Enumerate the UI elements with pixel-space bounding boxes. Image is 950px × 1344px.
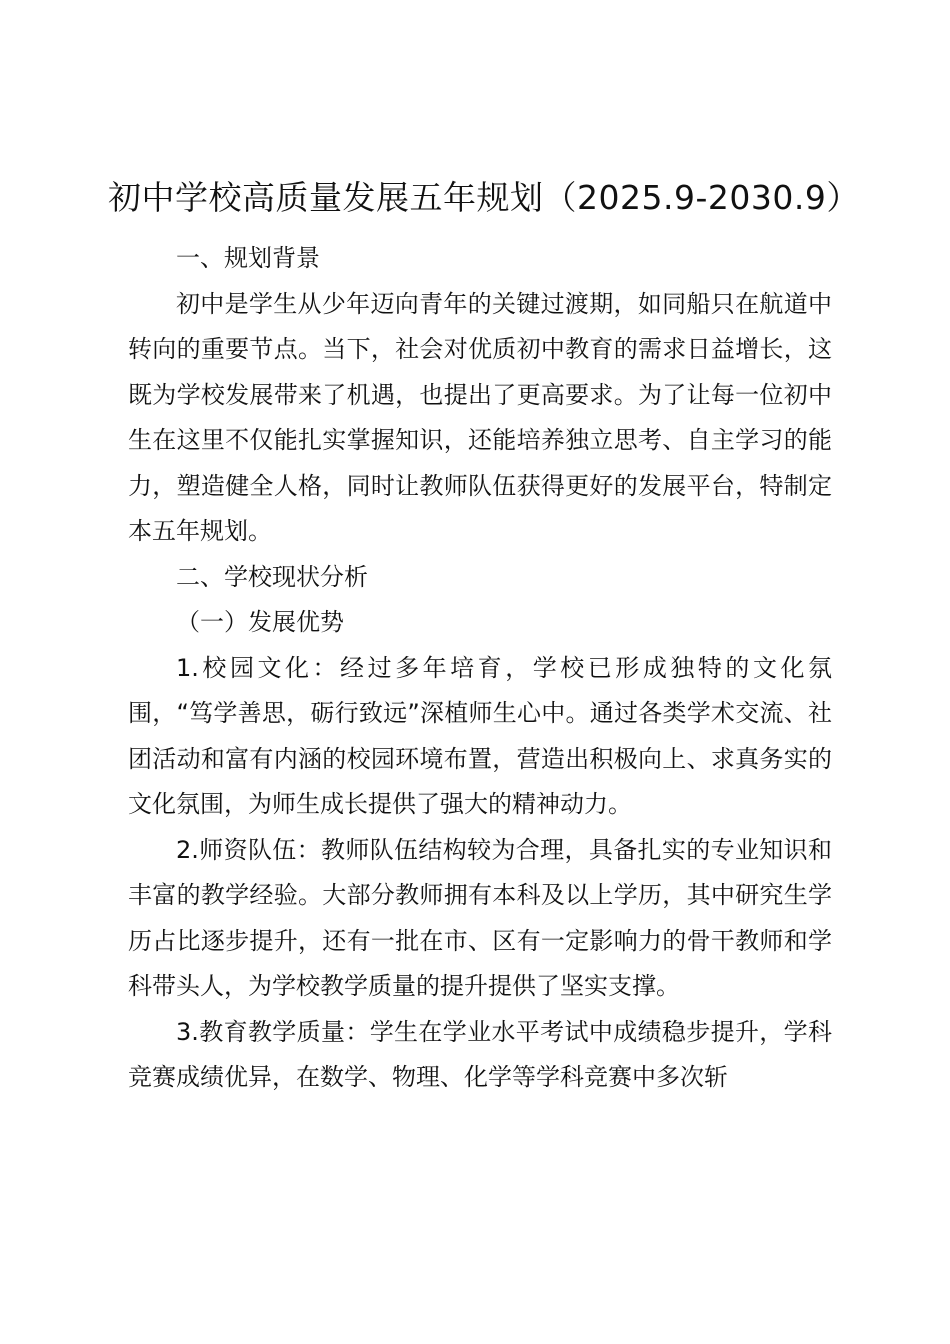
paragraph-teaching-staff: 2.师资队伍：教师队伍结构较为合理，具备扎实的专业知识和丰富的教学经验。大部分教师拥有本科及以上学历，其中研究生学历占比逐步提升，还有一批在市、区有一定影响力的骨干教师和学科带头人，为学校教学质量的提升提供了坚实支撑。 <box>128 835 832 1000</box>
subsection-heading-advantages: （一）发展优势 <box>176 608 344 636</box>
paragraph-background: 初中是学生从少年迈向青年的关键过渡期，如同船只在航道中转向的重要节点。当下，社会对优质初中教育的需求日益增长，这既为学校发展带来了机遇，也提出了更高要求。为了让每一位初中生在这里不仅能扎实掌握知识，还能培养独立思考、自主学习的能力，塑造健全人格，同时让教师队伍获得更好的发展平台，特制定本五年规划。 <box>128 289 832 545</box>
paragraph-campus-culture: 1.校园文化：经过多年培育，学校已形成独特的文化氛围，“笃学善思，砺行致远”深植师生心中。通过各类学术交流、社团活动和富有内涵的校园环境布置，营造出积极向上、求真务实的文化氛围，为师生成长提供了强大的精神动力。 <box>128 653 832 818</box>
section-heading-status-analysis: 二、学校现状分析 <box>176 562 368 591</box>
paragraph-teaching-quality: 3.教育教学质量：学生在学业水平考试中成绩稳步提升，学科竞赛成绩优异，在数学、物理、化学等学科竞赛中多次斩 <box>128 1017 832 1091</box>
document-title: 初中学校高质量发展五年规划（2025.9-2030.9） <box>108 178 860 217</box>
document-body <box>108 172 860 1101</box>
section-heading-background: 一、规划背景 <box>176 244 320 272</box>
